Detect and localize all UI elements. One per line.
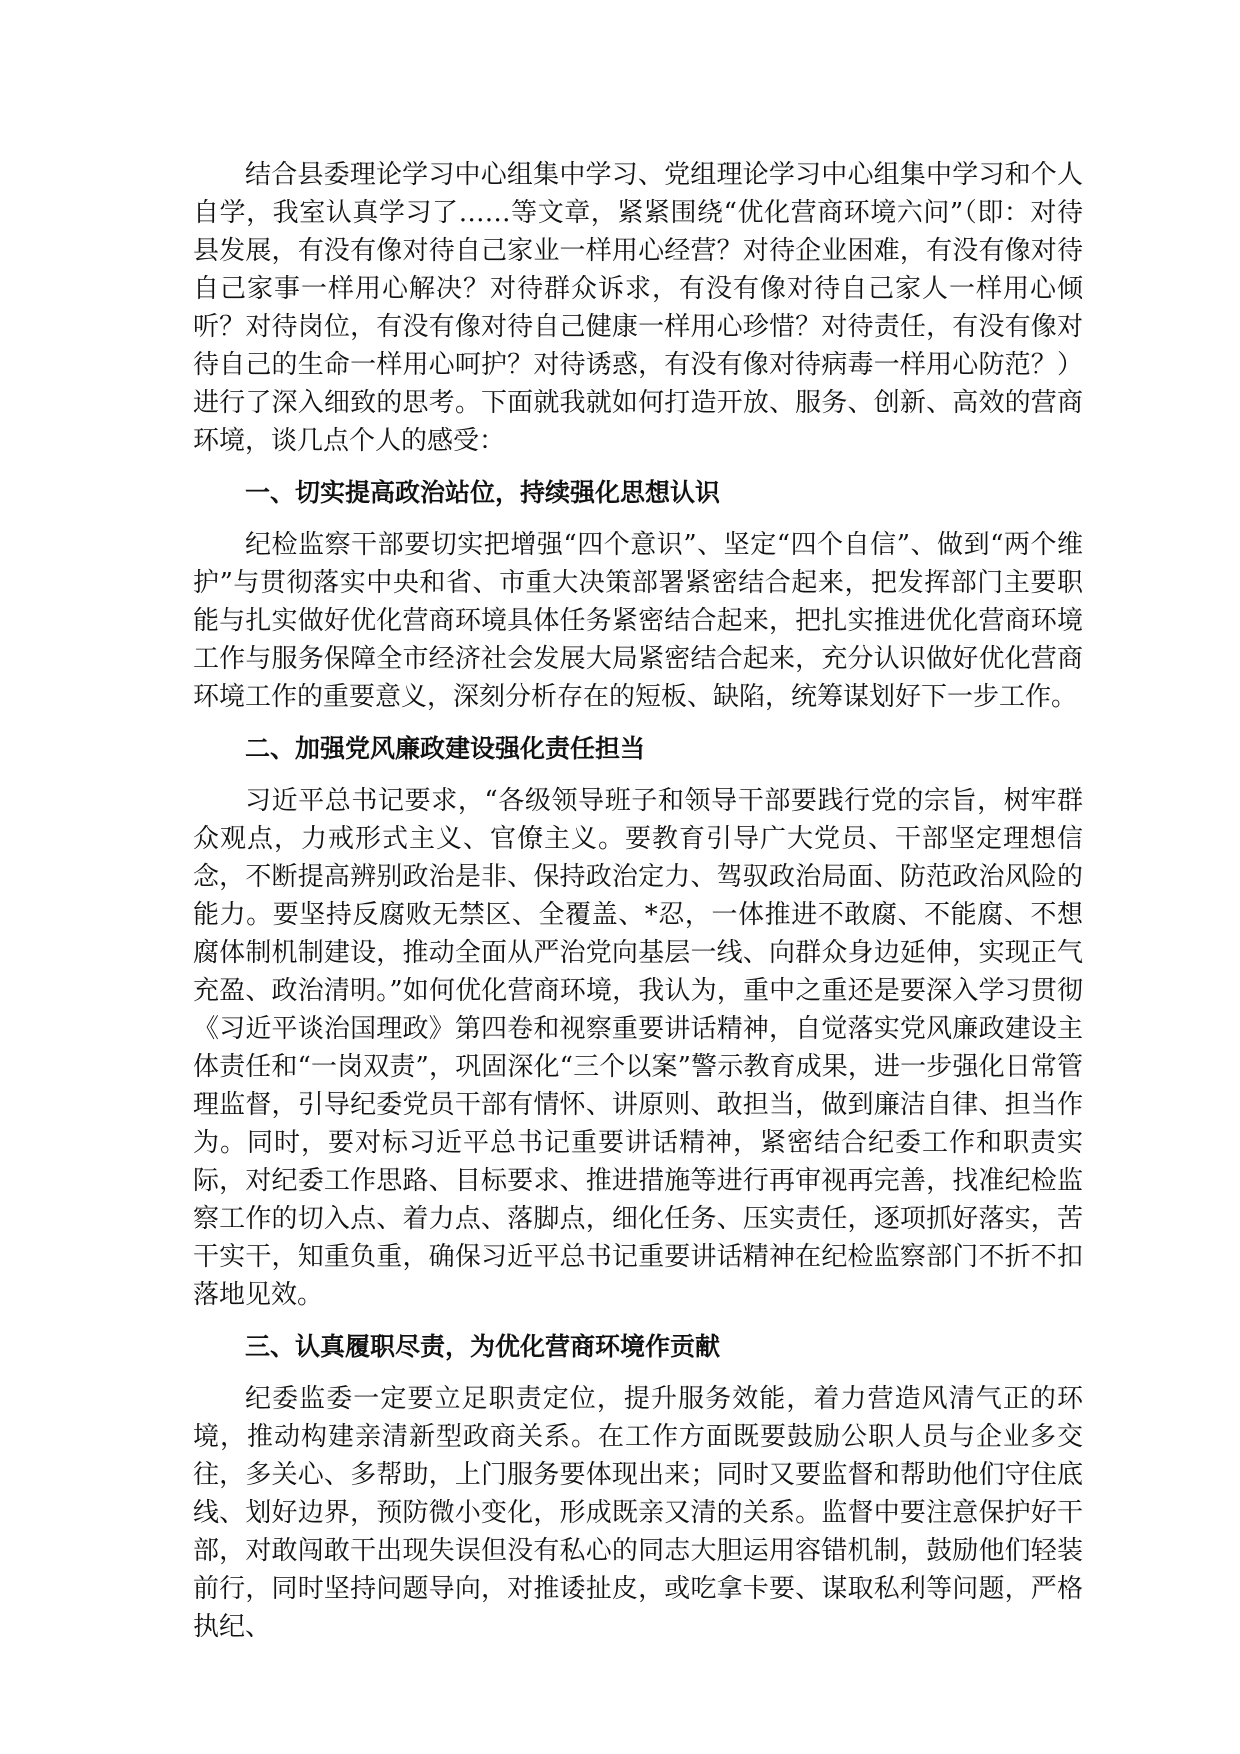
intro-paragraph: 结合县委理论学习中心组集中学习、党组理论学习中心组集中学习和个人自学，我室认真学习了……等文章，紧紧围绕“优化营商环境六问”（即：对待县发展，有没有像对待自己家业一样用心经营？对待企业困难，有没有像对待自己家事一样用心解决？对待群众诉求，有没有像对待自己家人一样用心倾听？对待岗位，有没有像对待自己健康一样用心珍惜？对待责任，有没有像对待自己的生命一样用心呵护？对待诱惑，有没有像对待病毒一样用心防范？）进行了深入细致的思考。下面就我就如何打造开放、服务、创新、高效的营商环境，谈几点个人的感受： (193, 160, 1083, 456)
section-body-1: 纪检监察干部要切实把增强“四个意识”、坚定“四个自信”、做到“两个维护”与贯彻落实中央和省、市重大决策部署紧密结合起来，把发挥部门主要职能与扎实做好优化营商环境具体任务紧密结合起来，把扎实推进优化营商环境工作与服务保障全市经济社会发展大局紧密结合起来，充分认识做好优化营商环境工作的重要意义，深刻分析存在的短板、缺陷，统筹谋划好下一步工作。 (193, 530, 1083, 712)
section-heading-3: 三、认真履职尽责，为优化营商环境作贡献 (245, 1332, 721, 1361)
section-body-2: 习近平总书记要求，“各级领导班子和领导干部要践行党的宗旨，树牢群众观点，力戒形式主义、官僚主义。要教育引导广大党员、干部坚定理想信念，不断提高辨别政治是非、保持政治定力、驾驭政治局面、防范政治风险的能力。要坚持反腐败无禁区、全覆盖、*忍，一体推进不敢腐、不能腐、不想腐体制机制建设，推动全面从严治党向基层一线、向群众身边延伸，实现正气充盈、政治清明。”如何优化营商环境，我认为，重中之重还是要深入学习贯彻《习近平谈治国理政》第四卷和视察重要讲话精神，自觉落实党风廉政建设主体责任和“一岗双责”，巩固深化“三个以案”警示教育成果，进一步强化日常管理监督，引导纪委党员干部有情怀、讲原则、敢担当，做到廉洁自律、担当作为。同时，要对标习近平总书记重要讲话精神，紧密结合纪委工作和职责实际，对纪委工作思路、目标要求、推进措施等进行再审视再完善，找准纪检监察工作的切入点、着力点、落脚点，细化任务、压实责任，逐项抓好落实，苦干实干，知重负重，确保习近平总书记重要讲话精神在纪检监察部门不折不扣落地见效。 (193, 786, 1083, 1310)
document-page (193, 156, 1083, 1646)
section-heading-2: 二、加强党风廉政建设强化责任担当 (245, 734, 646, 763)
section-body-3: 纪委监委一定要立足职责定位，提升服务效能，着力营造风清气正的环境，推动构建亲清新型政商关系。在工作方面既要鼓励公职人员与企业多交往，多关心、多帮助，上门服务要体现出来；同时又要监督和帮助他们守住底线、划好边界，预防微小变化，形成既亲又清的关系。监督中要注意保护好干部，对敢闯敢干出现失误但没有私心的同志大胆运用容错机制，鼓励他们轻装前行，同时坚持问题导向，对推诿扯皮，或吃拿卡要、谋取私利等问题，严格执纪、 (193, 1384, 1083, 1642)
section-heading-1: 一、切实提高政治站位，持续强化思想认识 (245, 478, 721, 507)
